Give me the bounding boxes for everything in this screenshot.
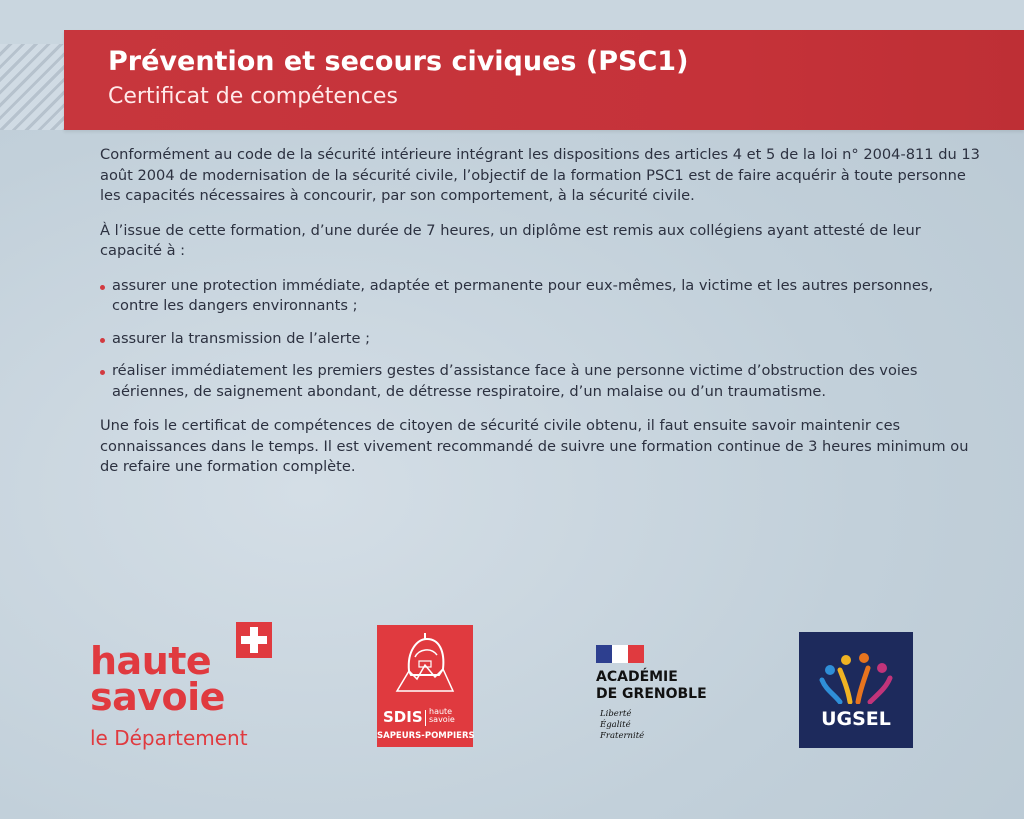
academie-line-2: DE GRENOBLE — [596, 686, 707, 702]
sdis-logo — [377, 625, 473, 747]
marianne-flag-icon — [596, 645, 644, 663]
sdis-name: SDIS — [383, 708, 423, 726]
partner-logos — [0, 600, 1024, 800]
ugsel-figures-icon — [816, 650, 896, 704]
title-banner — [64, 30, 1024, 130]
page-title: Prévention et secours civiques (PSC1) — [108, 46, 689, 77]
list-item: assurer une protection immédiate, adaptée et permanente pour eux-mêmes, la victime et les autres personnes, contre les dangers environnants ; — [100, 276, 980, 317]
skills-list — [100, 276, 980, 403]
bullet-icon — [100, 370, 105, 375]
republic-motto: Liberté Égalité Fraternité — [600, 709, 645, 741]
ugsel-name: UGSEL — [821, 708, 891, 730]
savoie-cross-icon — [236, 622, 272, 658]
haute-savoie-logo — [90, 622, 290, 762]
list-item: assurer la transmission de l’alerte ; — [100, 329, 980, 350]
hatched-decoration — [0, 44, 64, 130]
bullet-icon — [100, 285, 105, 290]
haute-savoie-word-1: haute — [90, 639, 212, 683]
firefighter-helmet-icon — [395, 631, 455, 699]
haute-savoie-word-2: savoie — [90, 675, 225, 719]
closing-paragraph: Une fois le certificat de compétences de citoyen de sécurité civile obtenu, il faut ensuite savoir maintenir ces connaissances dans le temps. Il est vivement recommandé de suivre une formation continue de 3 heures minimum ou de refaire une formation complète. — [100, 417, 969, 475]
page-subtitle: Certificat de compétences — [108, 84, 398, 109]
sdis-haute-savoie: haute savoie — [429, 707, 455, 724]
sapeurs-pompiers-label: SAPEURS-POMPIERS — [377, 731, 475, 741]
academie-line-1: ACADÉMIE — [596, 669, 678, 685]
list-item: réaliser immédiatement les premiers gestes d’assistance face à une personne victime d’obstruction des voies aériennes, de saignement abondant, de détresse respiratoire, d’un malaise ou d’un traumatisme. — [100, 361, 980, 402]
body-text — [100, 145, 980, 492]
bullet-icon — [100, 338, 105, 343]
ugsel-logo — [799, 632, 913, 748]
haute-savoie-departement: le Département — [90, 726, 248, 750]
academie-grenoble-logo — [596, 645, 736, 755]
intro-paragraph: Conformément au code de la sécurité intérieure intégrant les dispositions des articles 4 et 5 de la loi n° 2004-811 du 13 août 2004 de modernisation de la sécurité civile, l’objectif de la formation PSC1 est de faire acquérir à toute personne les capacités nécessaires à concourir, par son comportement, à la sécurité civile. — [100, 146, 980, 204]
lead-paragraph: À l’issue de cette formation, d’une durée de 7 heures, un diplôme est remis aux collégiens ayant attesté de leur capacité à : — [100, 221, 921, 259]
